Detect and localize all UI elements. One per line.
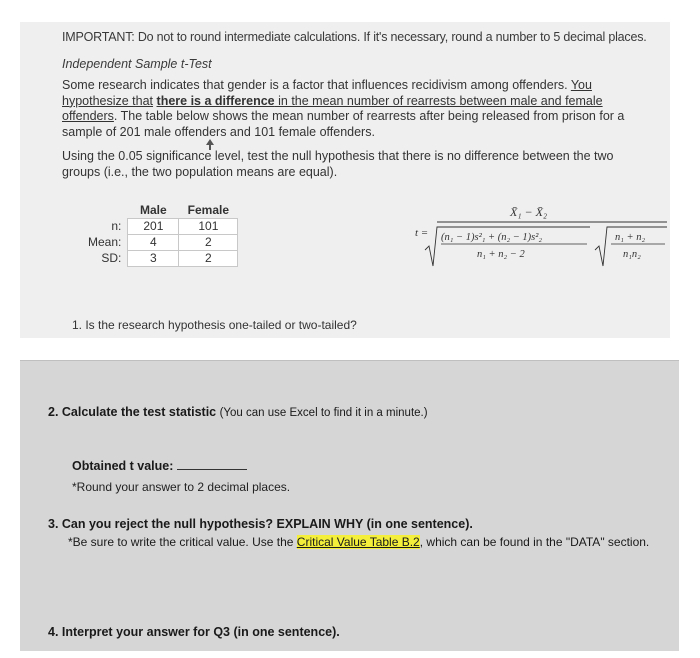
col-header-male: Male [140,203,167,217]
formula-numerator: X̄₁ − X̄₂ [510,205,548,219]
cell-male: 3 [128,251,179,267]
obtained-label: Obtained t value: [72,459,174,473]
obtained-t-value [72,458,247,473]
para-text-3: there is a difference [156,93,275,108]
problem-paragraph [62,78,652,140]
table-row [82,219,238,235]
critical-value-table-link[interactable]: Critical Value Table B.2 [296,535,420,549]
col-header-female: Female [187,203,230,217]
round-note: *Round your answer to 2 decimal places. [72,480,291,494]
formula-right-numerator: n₁ + n₂ [615,232,646,243]
para-text-1: Some research indicates that gender is a factor that influences recidivism among offenders. [62,78,571,92]
important-notice [62,30,647,44]
para-text-4: in the mean number of rearrests between male and female offenders [62,93,603,123]
table-row [82,251,238,267]
question-4: 4. Interpret your answer for Q3 (in one sentence). [48,625,340,639]
important-label: IMPORTANT: [62,30,135,44]
q3-note-text-2: , which can be found in the "DATA" section. [419,535,650,549]
question-2 [48,405,428,419]
question-panel-top [20,22,670,338]
cell-female: 101 [179,219,238,235]
question-panel-bottom [20,360,679,651]
t-test-formula [415,200,675,270]
para-text-2: You hypothesize that [62,78,592,108]
formula-inner-denominator: n₁ + n₂ − 2 [477,249,525,260]
row-label: Mean: [88,235,122,249]
q2-text: 2. Calculate the test statistic [48,405,220,419]
question-1: 1. Is the research hypothesis one-tailed or two-tailed? [72,318,357,332]
table-row [82,235,238,251]
para-text-5: . The table below shows the mean number of rearrests after being released from prison for a sample of 201 male offenders and 101 female offenders. [62,109,625,139]
data-table [82,203,238,267]
q2-note: (You can use Excel to find it in a minute.) [219,407,428,419]
row-label: SD: [101,251,122,265]
cell-female: 2 [179,235,238,251]
q3-note-text-1: *Be sure to write the critical value. Use the [68,535,297,549]
question-3: 3. Can you reject the null hypothesis? EXPLAIN WHY (in one sentence). [48,517,473,531]
instruction-paragraph: Using the 0.05 significance level, test the null hypothesis that there is no difference between the two groups (i.e., the two population means are equal). [62,149,614,179]
cell-male: 201 [128,219,179,235]
cell-female: 2 [179,251,238,267]
formula-t: t = [415,227,429,239]
formula-right-denominator: n₁n₂ [623,249,641,260]
q3-note [68,535,649,549]
cell-male: 4 [128,235,179,251]
important-text: Do not to round intermediate calculations. If it's necessary, round a number to 5 decimal places. [134,30,647,44]
section-subtitle: Independent Sample t-Test [62,57,212,71]
answer-blank [177,458,247,470]
row-label: n: [111,219,122,233]
formula-inner-numerator: (n₁ − 1)s²₁ + (n₂ − 1)s²₂ [441,232,543,243]
